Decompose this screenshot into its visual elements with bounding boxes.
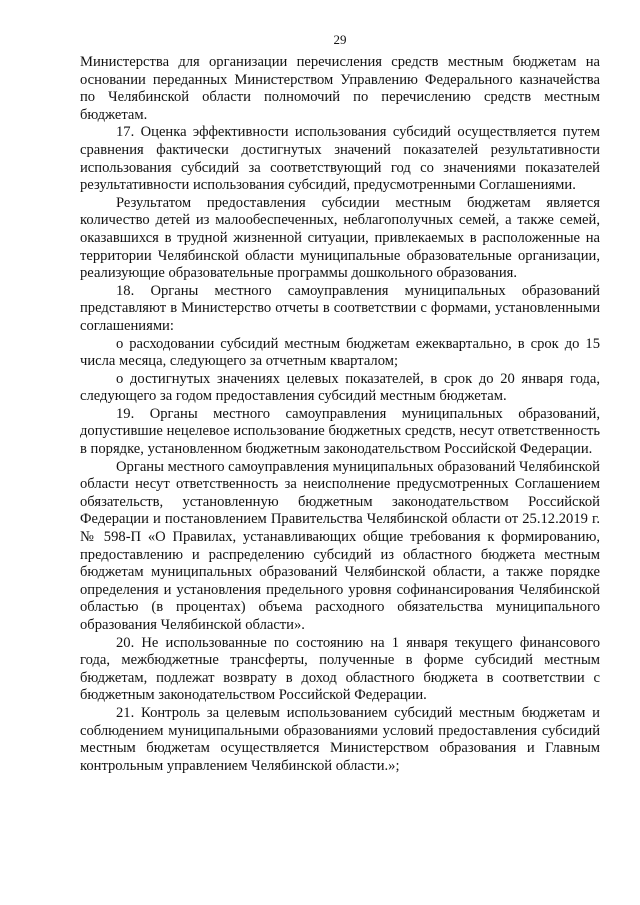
paragraph-18: 18. Органы местного самоуправления муниципальных образований представляют в Министерство отчеты в соответствии с формами, установленными соглашениями:	[80, 282, 600, 334]
paragraph-19: 19. Органы местного самоуправления муниципальных образований, допустившие нецелевое использование бюджетных средств, несут ответственность в порядке, установленном бюджетным законодательством Российской Федерации.	[80, 405, 600, 458]
paragraph-20: 20. Не использованные по состоянию на 1 января текущего финансового года, межбюджетные трансферты, полученные в форме субсидий местным бюджетам, подлежат возврату в доход областного бюджета в соответствии с бюджетным законодательством Российской Федерации.	[80, 634, 600, 704]
paragraph-quarterly-report: о расходовании субсидий местным бюджетам ежеквартально, в срок до 15 числа месяца, следующего за отчетным кварталом;	[80, 335, 600, 370]
paragraph-responsibility: Органы местного самоуправления муниципальных образований Челябинской области несут ответственность за неисполнение предусмотренных Соглашением обязательств, установленную бюджетным законодательством Российской Федерации и постановлением Правительства Челябинской области от 25.12.2019 г. № 598-П «О Правилах, устанавливающих общие требования к формированию, предоставлению и распределению субсидий из областного бюджета местным бюджетам муниципальных образований Челябинской области, а также порядке определения и установления предельного уровня софинансирования Челябинской областью (в процентах) объема расходного обязательства муниципального образования Челябинской области».	[80, 458, 600, 633]
paragraph-target-indicators: о достигнутых значениях целевых показателей, в срок до 20 января года, следующего за годом предоставления субсидий местным бюджетам.	[80, 370, 600, 405]
page-number: 29	[333, 32, 347, 47]
paragraph-21: 21. Контроль за целевым использованием субсидий местным бюджетам и соблюдением муниципальными образованиями условий предоставления субсидий местным бюджетам осуществляется Министерством образования и Главным контрольным управлением Челябинской области.»;	[80, 704, 600, 774]
paragraph-subsidy-result: Результатом предоставления субсидии местным бюджетам является количество детей из малообеспеченных, неблагополучных семей, а также семей, оказавшихся в трудной жизненной ситуации, привлекаемых в расположенные на территории Челябинской области муниципальные образовательные организации, реализующие образовательные программы дошкольного образования.	[80, 194, 600, 282]
paragraph-continuation: Министерства для организации перечисления средств местным бюджетам на основании переданных Министерством Управлению Федерального казначейства по Челябинской области полномочий по перечислению средств местным бюджетам.	[80, 54, 600, 123]
paragraph-17: 17. Оценка эффективности использования субсидий осуществляется путем сравнения фактически достигнутых значений показателей результативности использования субсидий за соответствующий год со значениями показателей результативности использования субсидий, предусмотренными Соглашениями.	[80, 124, 600, 194]
document-body	[80, 54, 600, 775]
